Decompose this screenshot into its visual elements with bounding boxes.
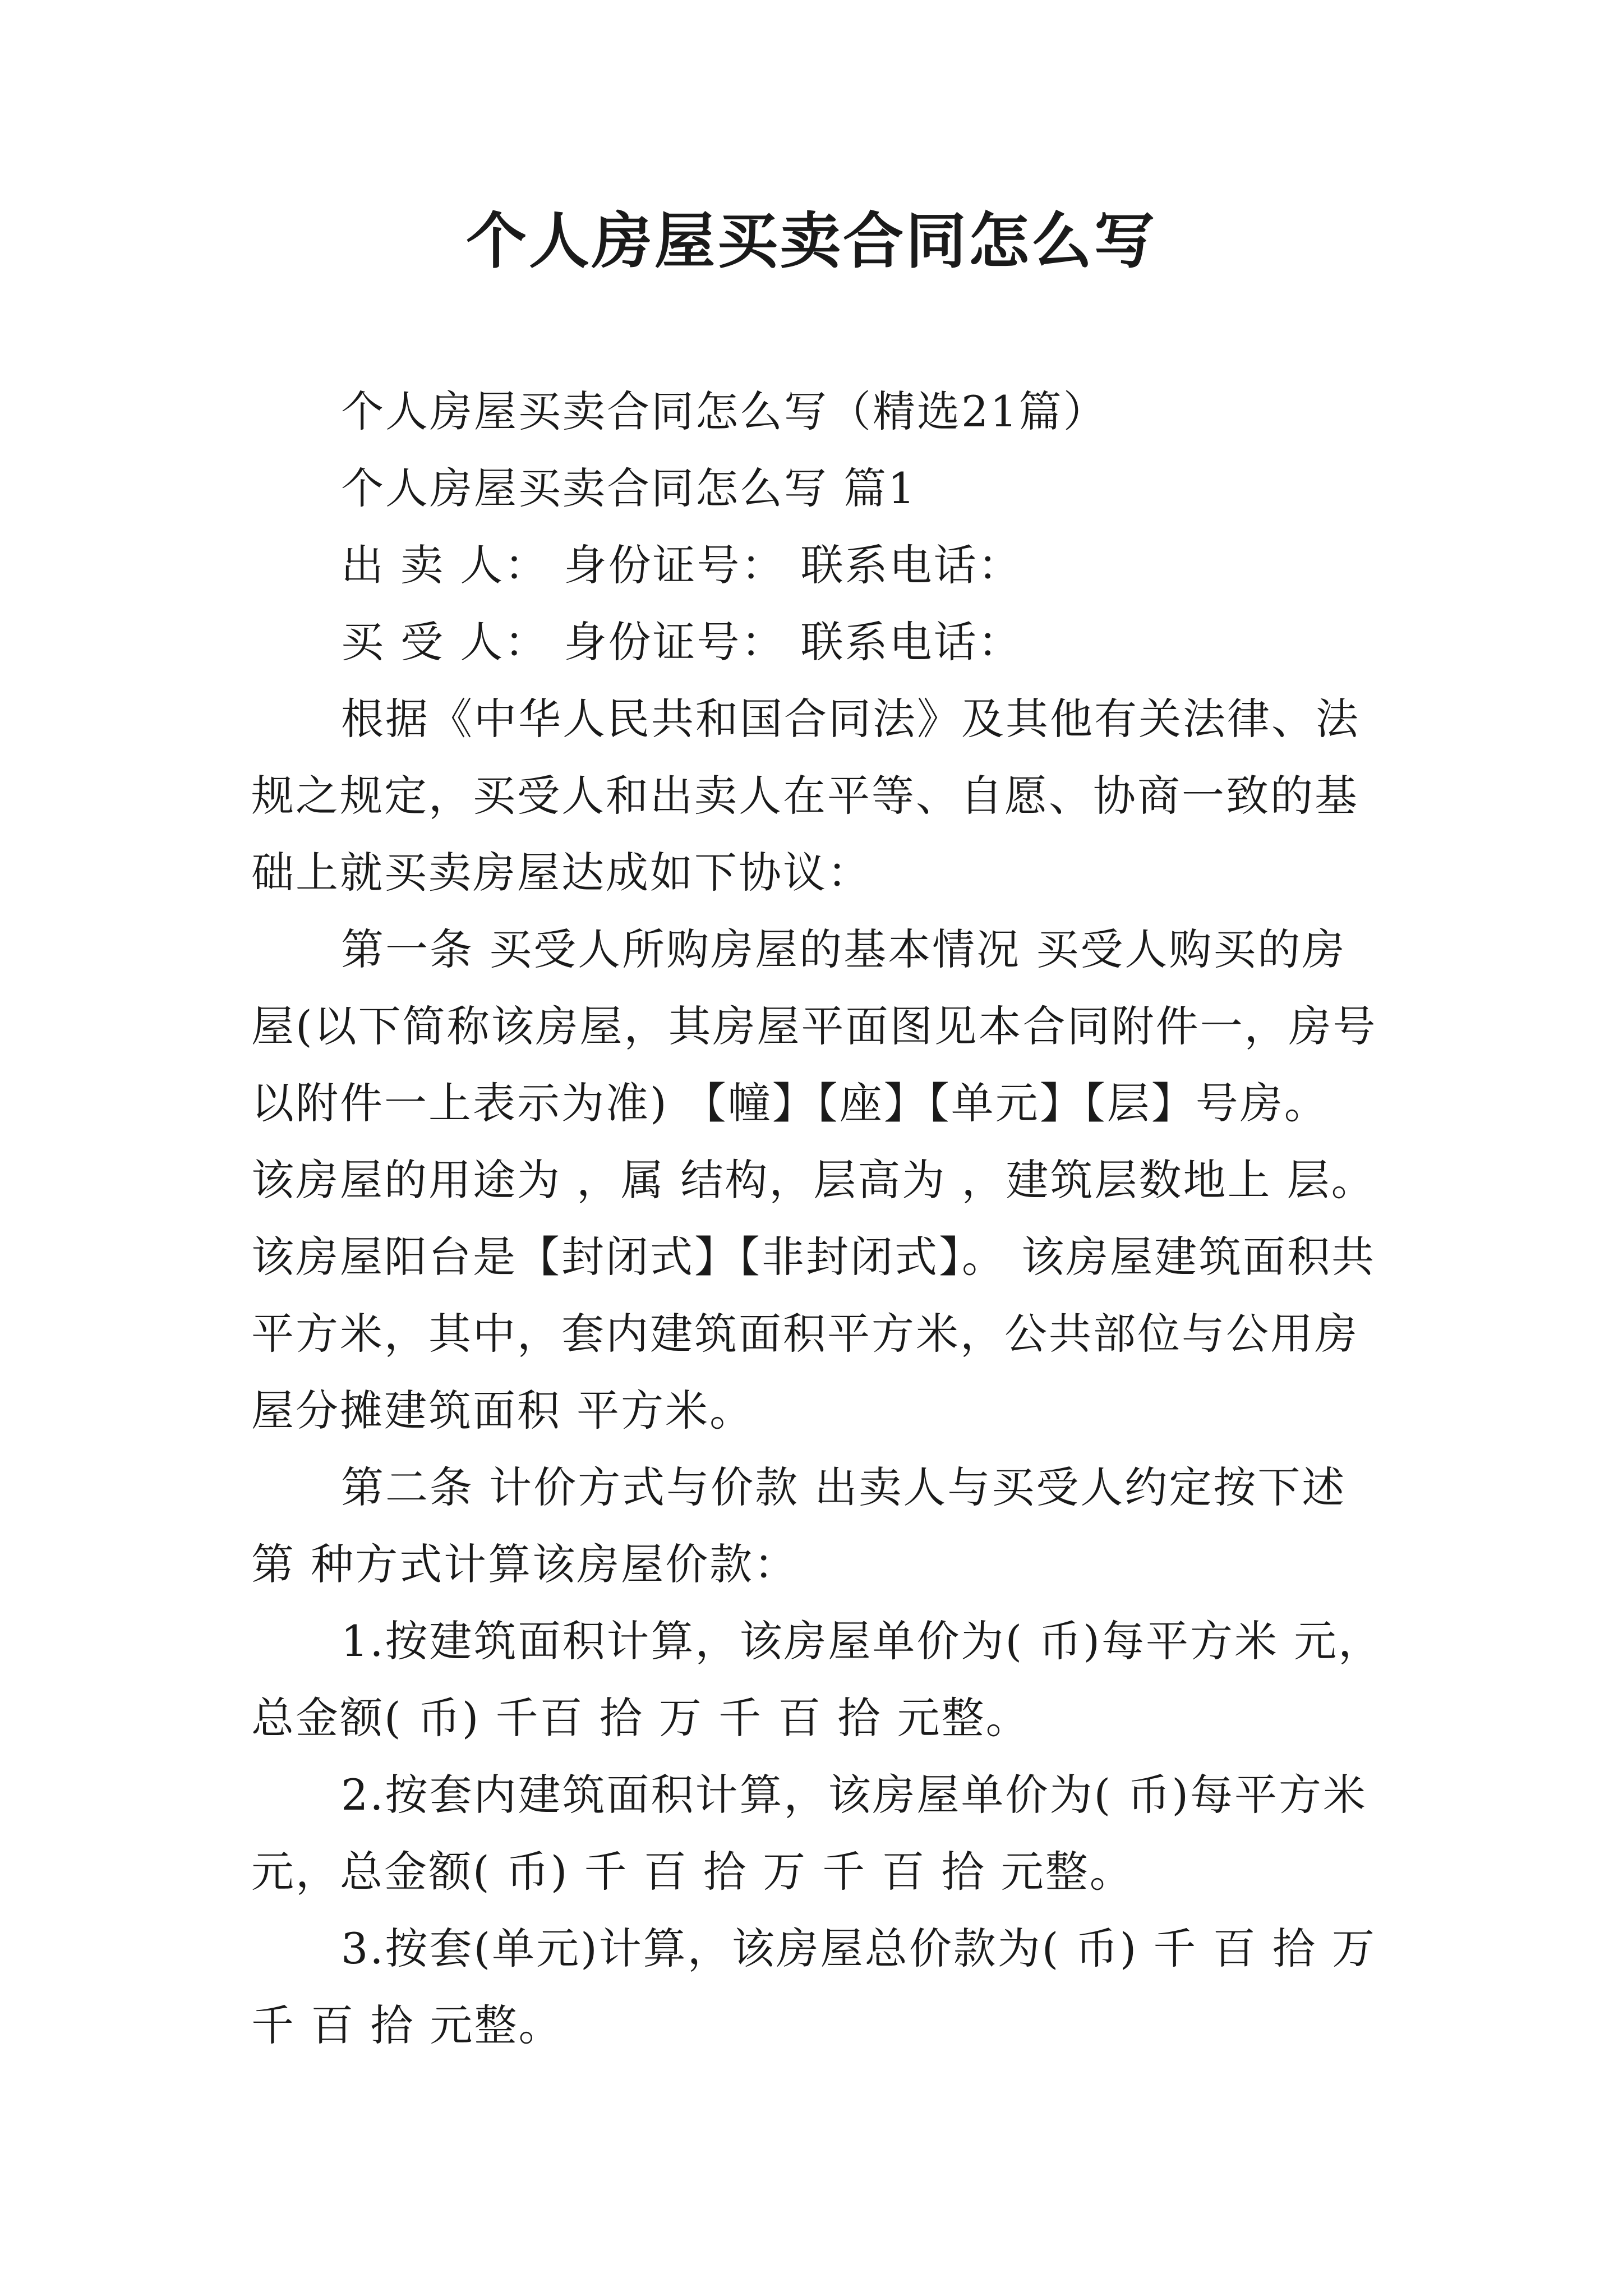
document-title: 个人房屋买卖合同怎么写 <box>465 206 1157 277</box>
seller-info-line: 出 卖 人： 身份证号： 联系电话： <box>341 540 1022 590</box>
buyer-info-line: 买 受 人： 身份证号： 联系电话： <box>341 617 1022 667</box>
preamble-paragraph: 根据《中华人民共和国合同法》及其他有关法律、法规之规定，买受人和出卖人在平等、自愿、协商一致的基础上就买卖房屋达成如下协议： <box>251 694 1360 898</box>
pricing-option-1: 1.按建筑面积计算，该房屋单价为( 币)每平方米 元，总金额( 币) 千百 拾 万 千 百 拾 元整。 <box>251 1616 1383 1743</box>
article-2-paragraph: 第二条 计价方式与价款 出卖人与买受人约定按下述第 种方式计算该房屋价款： <box>251 1462 1347 1589</box>
article-1-paragraph: 第一条 买受人所购房屋的基本情况 买受人购买的房屋(以下简称该房屋，其房屋平面图见本合同附件一，房号以附件一上表示为准) 【幢】【座】【单元】【层】号房。 该房屋的用途为 ，属 结构，层高为 ，建筑层数地上 层。该房屋阳台是【封闭式】【非封闭式】。 该房屋建筑面积共 平方米，其中，套内建筑面积平方米，公共部位与公用房屋分摊建筑面积 平方米。 <box>251 924 1377 1435</box>
pricing-option-2: 2.按套内建筑面积计算，该房屋单价为( 币)每平方米 元，总金额( 币) 千 百 拾 万 千 百 拾 元整。 <box>251 1770 1367 1897</box>
subtitle-paragraph: 个人房屋买卖合同怎么写（精选21篇） <box>341 386 1108 436</box>
section-heading: 个人房屋买卖合同怎么写 篇1 <box>341 463 917 513</box>
document-body <box>251 373 1384 2064</box>
pricing-option-3: 3.按套(单元)计算，该房屋总价款为( 币) 千 百 拾 万 千 百 拾 元整。 <box>251 1924 1376 2050</box>
